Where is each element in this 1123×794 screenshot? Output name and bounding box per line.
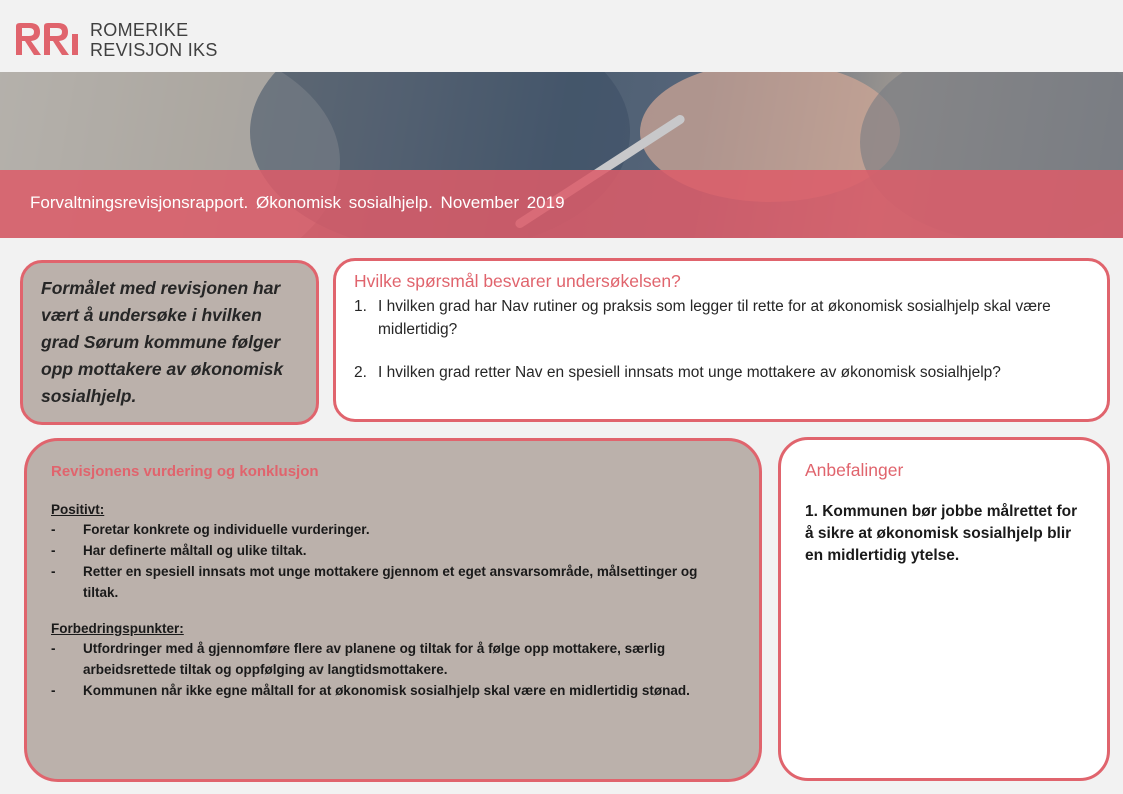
question-number: 2. [354, 364, 367, 381]
list-item [51, 561, 735, 603]
recommendations-box [778, 437, 1110, 781]
improvement-item-text: Kommunen når ikke egne måltall for at økonomisk sosialhjelp skal være en midlertidig stønad. [83, 683, 690, 698]
list-item [51, 540, 735, 561]
positive-item-text: Har definerte måltall og ulike tiltak. [83, 543, 307, 558]
question-item [354, 361, 1089, 384]
brand-line-2: REVISJON IKS [90, 40, 218, 60]
bullet-dash: - [51, 641, 56, 656]
positive-list [51, 519, 735, 603]
brand-name [90, 20, 218, 60]
improvement-label: Forbedringspunkter: [51, 621, 184, 636]
question-number: 1. [354, 298, 367, 315]
improvement-list [51, 638, 735, 701]
question-text: I hvilken grad retter Nav en spesiell innsats mot unge mottakere av økonomisk sosialhjelp? [378, 364, 1001, 381]
questions-heading: Hvilke spørsmål besvarer undersøkelsen? [354, 271, 681, 291]
list-item [51, 519, 735, 540]
report-title: Forvaltningsrevisjonsrapport. Økonomisk sosialhjelp. November 2019 [30, 193, 565, 212]
questions-box [333, 258, 1110, 422]
questions-list [354, 295, 1089, 384]
purpose-box [20, 260, 319, 425]
question-item [354, 295, 1089, 341]
brand-line-1: ROMERIKE [90, 20, 189, 40]
list-item [51, 638, 735, 680]
evaluation-box [24, 438, 762, 782]
recommendations-heading: Anbefalinger [805, 460, 904, 480]
rri-logo-icon [14, 22, 80, 56]
purpose-text: Formålet med revisjonen har vært å undersøke i hvilken grad Sørum kommune følger opp mottakere av økonomisk sosialhjelp. [41, 278, 284, 406]
improvement-item-text: Utfordringer med å gjennomføre flere av planene og tiltak for å følge opp mottakere, særlig arbeidsrettede tiltak og oppfølging av langtidsmottakere. [83, 641, 666, 677]
bullet-dash: - [51, 564, 56, 579]
evaluation-heading: Revisjonens vurdering og konklusjon [51, 463, 319, 480]
header [0, 0, 1123, 72]
bullet-dash: - [51, 522, 56, 537]
positive-item-text: Foretar konkrete og individuelle vurderinger. [83, 522, 370, 537]
recommendation-text: 1. Kommunen bør jobbe målrettet for å sikre at økonomisk sosialhjelp blir en midlertidig ytelse. [805, 503, 1078, 564]
hero-banner [0, 72, 1123, 238]
bullet-dash: - [51, 543, 56, 558]
list-item [51, 680, 735, 701]
positive-item-text: Retter en spesiell innsats mot unge mottakere gjennom et eget ansvarsområde, målsettinger og tiltak. [83, 564, 698, 600]
question-text: I hvilken grad har Nav rutiner og praksis som legger til rette for at økonomisk sosialhjelp skal være midlertidig? [378, 298, 1051, 338]
positive-label: Positivt: [51, 502, 105, 517]
bullet-dash: - [51, 683, 56, 698]
